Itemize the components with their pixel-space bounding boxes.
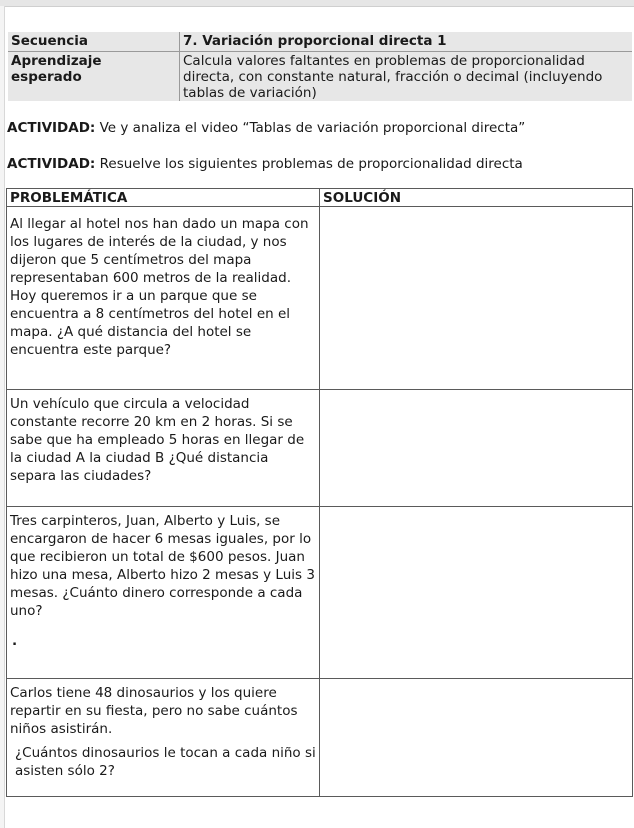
activity-label: ACTIVIDAD: [7, 120, 96, 136]
window-top-bar [0, 0, 634, 7]
secuencia-value: 7. Variación proporcional directa 1 [180, 32, 633, 52]
problem-text: Tres carpinteros, Juan, Alberto y Luis, se encargaron de hacer 6 mesas iguales, por lo que recibieron un total de $600 pesos. Juan hizo una mesa, Alberto hizo 2 mesas y Luis 3 mesas. ¿Cuánto dinero corresponde a cada uno? [10, 513, 315, 619]
header-table [8, 32, 632, 101]
column-header-solution: SOLUCIÓN [320, 189, 633, 207]
table-row [7, 390, 633, 507]
page-left-edge [0, 6, 5, 828]
problem-question: ¿Cuántos dinosaurios le tocan a cada niño si asisten sólo 2? [15, 745, 316, 779]
solution-cell[interactable] [320, 390, 633, 507]
activity-text: Ve y analiza el video “Tablas de variación proporcional directa” [95, 120, 526, 136]
aprendizaje-label: Aprendizaje esperado [8, 52, 180, 102]
table-row [7, 679, 633, 797]
problem-text: Al llegar al hotel nos han dado un mapa con los lugares de interés de la ciudad, y nos dijeron que 5 centímetros del mapa representaban 600 metros de la realidad. Hoy queremos ir a un parque que se encuentra a 8 centímetros del hotel en el mapa. ¿A qué distancia del hotel se encuentra este parque? [7, 207, 320, 390]
table-row [7, 507, 633, 679]
problem-text: Un vehículo que circula a velocidad constante recorre 20 km en 2 horas. Si se sabe que ha empleado 5 horas en llegar de la ciudad A la ciudad B ¿Qué distancia separa las ciudades? [7, 390, 320, 507]
activity-problems [7, 156, 523, 172]
problem-cell [7, 507, 320, 679]
activity-video [7, 120, 525, 136]
secuencia-label: Secuencia [8, 32, 180, 52]
problem-text: Carlos tiene 48 dinosaurios y los quiere repartir en su fiesta, pero no sabe cuántos niños asistirán. [10, 685, 298, 737]
aprendizaje-value: Calcula valores faltantes en problemas de proporcionalidad directa, con constante natural, fracción o decimal (incluyendo tablas de variación) [180, 52, 633, 102]
problem-cell [7, 679, 320, 797]
table-row [7, 207, 633, 390]
activity-text: Resuelve los siguientes problemas de proporcionalidad directa [95, 156, 523, 172]
column-header-problem: PROBLEMÁTICA [7, 189, 320, 207]
activity-label: ACTIVIDAD: [7, 156, 96, 172]
solution-cell[interactable] [320, 679, 633, 797]
solution-cell[interactable] [320, 507, 633, 679]
stray-mark: . [12, 633, 18, 649]
problems-table [6, 188, 633, 797]
solution-cell[interactable] [320, 207, 633, 390]
